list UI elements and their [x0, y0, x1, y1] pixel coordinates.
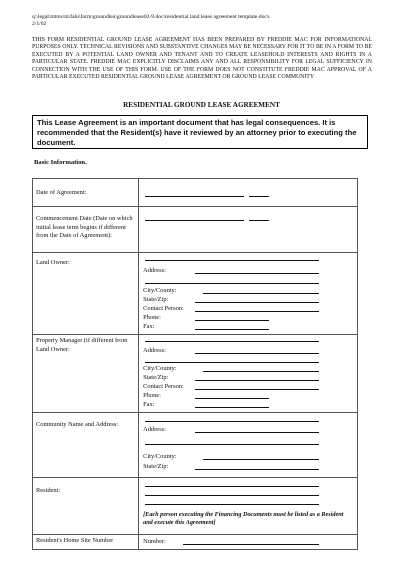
row-resident — [33, 478, 358, 535]
manager-contact-label: Contact Person: — [143, 383, 184, 390]
row-date-of-agreement — [33, 179, 358, 207]
manager-phone-blank[interactable] — [195, 398, 269, 399]
row-property-manager — [33, 335, 358, 413]
commencement-year-blank[interactable] — [249, 220, 269, 221]
field-resident — [139, 478, 358, 535]
manager-fax-label: Fax: — [143, 401, 155, 408]
label-date-of-agreement: Date of Agreement: — [33, 179, 139, 207]
community-state-label: State/Zip: — [143, 463, 169, 470]
manager-state-blank[interactable] — [195, 380, 319, 381]
file-path: q:\legal\mtms\m\fahi\form\groundlea\groundlease02-9.doc\residential land lease agreement template.docx — [32, 14, 270, 20]
land-owner-address-blank[interactable] — [195, 273, 319, 274]
document-title: RESIDENTIAL GROUND LEASE AGREEMENT — [123, 101, 280, 109]
field-date-of-agreement — [139, 179, 358, 207]
manager-phone-label: Phone: — [143, 392, 161, 399]
community-address2-blank[interactable] — [145, 444, 319, 445]
section-heading: Basic Information. — [34, 159, 87, 166]
label-home-site: Resident's Home Site Number — [33, 535, 139, 550]
land-owner-phone-label: Phone: — [143, 314, 161, 321]
manager-city-label: City/County: — [143, 365, 177, 372]
field-property-manager — [139, 335, 358, 413]
land-owner-contact-label: Contact Person: — [143, 305, 184, 312]
row-community — [33, 413, 358, 478]
community-city-label: City/County: — [143, 453, 177, 460]
community-address-blank[interactable] — [195, 432, 319, 433]
legal-notice-box: This Lease Agreement is an important document that has legal consequences. It is recommended that the Resident(s) have it reviewed by an attorney prior to executing the document. — [32, 115, 368, 149]
manager-address2-blank[interactable] — [145, 362, 319, 363]
land-owner-fax-label: Fax: — [143, 323, 155, 330]
resident-blank-2[interactable] — [145, 495, 319, 496]
commencement-date-blank[interactable] — [145, 220, 244, 221]
land-owner-address2-blank[interactable] — [145, 283, 319, 284]
land-owner-state-blank[interactable] — [195, 302, 319, 303]
label-land-owner: Land Owner: — [33, 253, 139, 335]
year-blank[interactable] — [249, 196, 269, 197]
community-city-blank[interactable] — [203, 459, 319, 460]
manager-address-label: Address: — [143, 347, 166, 354]
community-address-label: Address: — [143, 426, 166, 433]
manager-name-blank[interactable] — [145, 341, 319, 342]
field-commencement — [139, 207, 358, 253]
land-owner-city-blank[interactable] — [203, 293, 319, 294]
basic-information-table — [32, 178, 358, 550]
community-state-blank[interactable] — [195, 469, 319, 470]
land-owner-address-label: Address: — [143, 267, 166, 274]
field-community — [139, 413, 358, 478]
field-land-owner — [139, 253, 358, 335]
home-site-number-label: Number: — [143, 538, 166, 545]
resident-blank-3[interactable] — [145, 504, 319, 505]
manager-fax-blank[interactable] — [195, 407, 269, 408]
row-land-owner — [33, 253, 358, 335]
manager-contact-blank[interactable] — [195, 389, 319, 390]
label-property-manager: Property Manager (if different from Land Owner: — [33, 335, 139, 413]
land-owner-contact-blank[interactable] — [195, 311, 319, 312]
file-path-header — [32, 14, 270, 28]
header-date: 2/1/02 — [32, 21, 47, 27]
community-name-blank[interactable] — [145, 421, 319, 422]
land-owner-city-label: City/County: — [143, 287, 177, 294]
land-owner-name-blank[interactable] — [145, 260, 319, 261]
date-blank[interactable] — [145, 196, 244, 197]
label-resident: Resident: — [33, 478, 139, 535]
label-commencement: Commencement Date (Date on which initial lease term begins if different from the Date of Agreement): — [33, 207, 139, 253]
manager-address-blank[interactable] — [195, 353, 319, 354]
row-commencement — [33, 207, 358, 253]
land-owner-phone-blank[interactable] — [195, 320, 269, 321]
row-home-site — [33, 535, 358, 550]
disclaimer-text: THIS FORM RESIDENTIAL GROUND LEASE AGREEMENT HAS BEEN PREPARED BY FREDDIE MAC FOR INFORMATIONAL PURPOSES ONLY. TECHNICAL REVISIONS AND SUBSTANTIVE CHANGES MAY BE NECESSARY FOR IT TO BE IN A FORM TO BE EXECUTED BY A POTENTIAL LAND OWNER AND TENANT AND TO CREATE LEASEHOLD INTERESTS AND RIGHTS IN A PARTICULAR STATE. FREDDIE MAC EXPLICITLY DISCLAIMS ANY AND ALL RESPONSIBILITY FOR LEGAL SUFFICIENCY IN CONNECTION WITH THE USE OF THIS FORM. USE OF THE FORM DOES NOT CONSTITUTE FREDDIE MAC APPROVAL OF A PARTICULAR EXECUTED RESIDENTIAL GROUND LEASE AGREEMENT OR GROUND LEASE COMMUNITY — [32, 37, 372, 81]
field-home-site — [139, 535, 358, 550]
label-community: Community Name and Address: — [33, 413, 139, 478]
home-site-number-blank[interactable] — [183, 544, 319, 545]
manager-city-blank[interactable] — [203, 371, 319, 372]
resident-instruction-note: [Each person executing the Financing Documents must be listed as a Resident and execute this Agreement] — [143, 511, 344, 526]
resident-blank-1[interactable] — [145, 486, 319, 487]
land-owner-state-label: State/Zip: — [143, 296, 169, 303]
land-owner-fax-blank[interactable] — [195, 329, 269, 330]
manager-state-label: State/Zip: — [143, 374, 169, 381]
